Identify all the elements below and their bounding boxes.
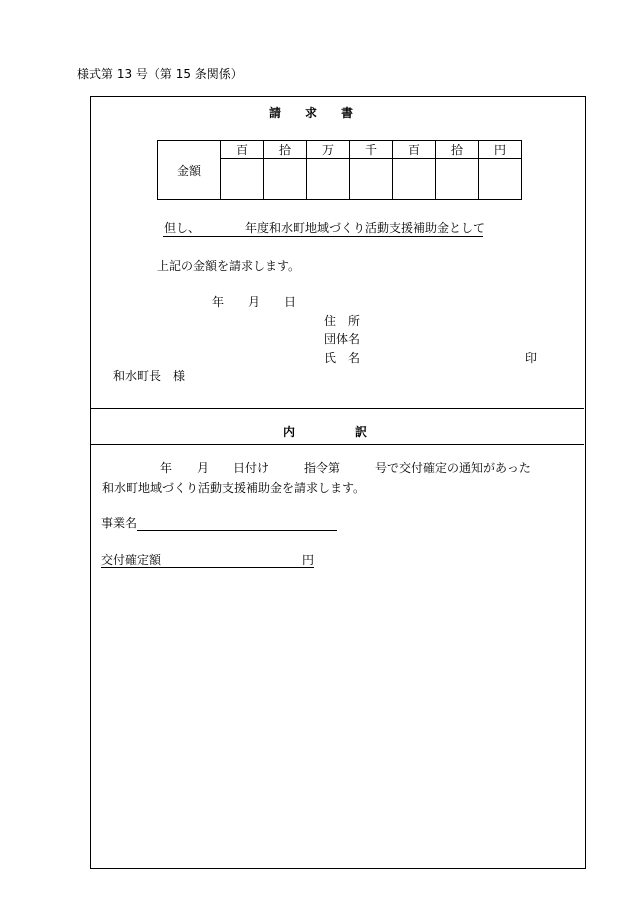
address-label: 住 所 (324, 314, 361, 328)
seal-mark: 印 (525, 351, 538, 365)
amount-label: 金額 (158, 141, 221, 200)
name-label: 氏 名 (324, 351, 361, 365)
form-title: 請 求 書 (269, 106, 354, 120)
section-divider (90, 444, 584, 445)
digit-cell[interactable] (307, 159, 350, 200)
addressee: 和水町長 様 (113, 369, 186, 383)
group-label: 団体名 (324, 332, 361, 346)
unit-thousand: 千 (350, 141, 393, 159)
date-year: 年 (212, 295, 225, 309)
unit-hundred: 百 (393, 141, 436, 159)
notice-year: 年 (160, 461, 173, 475)
unit-ten: 拾 (436, 141, 479, 159)
form-number: 様式第 13 号（第 15 条関係） (77, 67, 243, 81)
grant-label: 交付確定額 (101, 553, 162, 567)
project-label: 事業名 (101, 516, 138, 530)
unit-ten-thousands: 拾 (264, 141, 307, 159)
date-month: 月 (248, 295, 261, 309)
purpose-prefix: 但し、 (164, 221, 201, 235)
digit-cell[interactable] (221, 159, 264, 200)
digit-cell[interactable] (350, 159, 393, 200)
digit-cell[interactable] (436, 159, 479, 200)
breakdown-title: 内 訳 (283, 425, 368, 439)
notice-rest: 号で交付確定の通知があった (375, 461, 531, 475)
purpose-underline (163, 236, 483, 237)
notice-month: 月 (197, 461, 210, 475)
grant-yen: 円 (302, 553, 315, 567)
section-divider (90, 408, 584, 409)
project-underline[interactable] (137, 530, 337, 531)
notice-dated: 日付け (233, 461, 270, 475)
request-text: 上記の金額を請求します。 (157, 259, 301, 273)
grant-underline[interactable] (101, 567, 314, 568)
digit-cell[interactable] (393, 159, 436, 200)
notice-line2: 和水町地域づくり活動支援補助金を請求します。 (102, 481, 366, 495)
digit-cell[interactable] (264, 159, 307, 200)
purpose-text: 年度和水町地域づくり活動支援補助金として (245, 221, 486, 235)
notice-directive: 指令第 (304, 461, 341, 475)
digit-cell[interactable] (479, 159, 522, 200)
unit-man: 万 (307, 141, 350, 159)
unit-yen: 円 (479, 141, 522, 159)
amount-table (157, 140, 522, 200)
date-day: 日 (284, 295, 297, 309)
unit-hundred-thousands: 百 (221, 141, 264, 159)
